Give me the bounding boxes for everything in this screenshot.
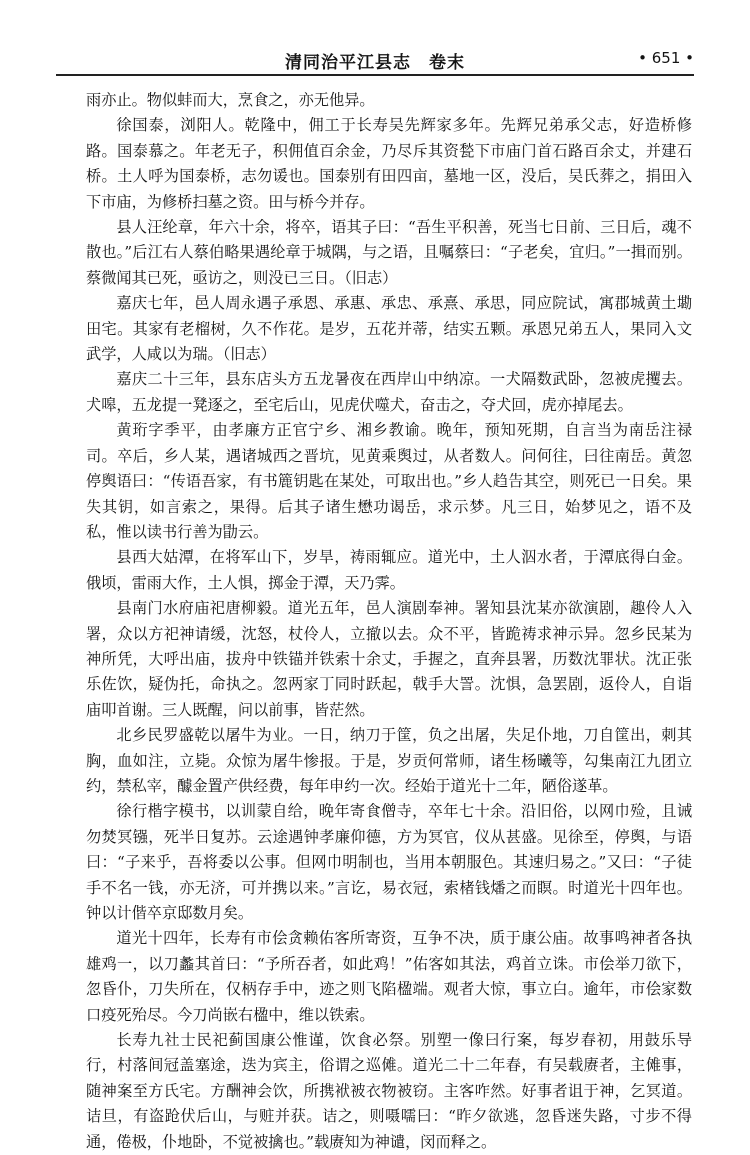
paragraph: 徐国泰，浏阳人。乾隆中，佣工于长寿吴先辉家多年。先辉兄弟承父志，好造桥修路。国泰慕之。年老无子，积佣值百余金，乃尽斥其资甃下市庙门首石路百余丈，并建石桥。土人呼为国泰桥，志勿谖也。国泰别有田四亩，墓地一区，没后，吴氏葬之，捐田入下市庙，为修桥扫墓之资。田与桥今并存。 (86, 116, 692, 211)
paragraph: 县西大姑潭，在将军山下，岁旱，祷雨辄应。道光中，土人泅水者，于潭底得白金。俄顷，雷雨大作，土人惧，掷金于潭，天乃霁。 (86, 548, 692, 592)
paragraph: 长寿九社士民祀蓟国康公惟谨，饮食必祭。别塑一像曰行案，每岁春初，用鼓乐导行，村落间冠盖塞途，迭为宾主，俗谓之巡傩。道光二十二年春，有吴载赓者，主傩事，随神案至方氏宅。方酬神会饮，所携袱被衣物被窃。主客咋然。好事者诅于神，乞冥道。诘旦，有盗跄伏后山，与赃并获。诘之，则嗫嚅曰：“昨夕欲逃，忽昏迷失路，寸步不得通，倦极，仆地卧，不觉被擒也。”载赓知为神谴，闵而释之。 (86, 1031, 692, 1151)
paragraph: 县人汪纶章，年六十余，将卒，语其子曰：“吾生平积善，死当七日前、三日后，魂不散也。”后江右人蔡伯略果遇纶章于城隅，与之语，且嘱蔡曰：“子老矣，宜归。”一揖而别。蔡微闻其已死，亟访之，则没已三日。（旧志） (86, 218, 692, 287)
paragraph: 黄珩字季平，由孝廉方正官宁乡、湘乡教谕。晚年，预知死期，自言当为南岳注禄司。卒后，乡人某，遇诸城西之晋坑，见黄乘舆过，从者数人。问何往，曰往南岳。黄忽停舆语曰：“传语吾家，有书簏钥匙在某处，可取出也。”乡人趋告其空，则死已一日矣。果失其钥，如言索之，果得。后其子诸生懋功谒岳，求示梦。凡三日，始梦见之，语不及私，惟以读书行善为勖云。 (86, 421, 692, 541)
running-title: 清同治平江县志 卷末 (285, 53, 465, 73)
paragraph: 徐行楷字模书，以训蒙自给，晚年寄食僧寺，卒年七十余。沿旧俗，以网巾殓，且诫勿焚冥镪，死半日复苏。云途遇钟孝廉仰德，方为冥官，仪从甚盛。见徐至，停舆，与语曰：“子来乎，吾将委以公事。但网巾明制也，当用本朝服色。其速归易之。”又曰：“子徒手不名一钱，亦无济，可并携以来。”言讫，易衣冠，索楮钱燔之而瞑。时道光十四年也。钟以计偕卒京邸数月矣。 (86, 802, 692, 922)
paragraph: 雨亦止。物似蚌而大，烹食之，亦无他异。 (86, 91, 375, 109)
page-number: • 651 • (638, 49, 694, 67)
paragraph: 北乡民罗盛乾以屠牛为业。一日，纳刀于筐，负之出屠，失足仆地，刀自筐出，刺其胸，血如注，立毙。众惊为屠牛惨报。于是，岁贡何常师，诸生杨曦等，勾集南江九团立约，禁私宰，醵金置产供经费，每年申约一次。经始于道光十二年，陋俗遂革。 (86, 726, 692, 795)
paragraph: 嘉庆二十三年，县东店头方五龙暑夜在西岸山中纳凉。一犬隔数武卧，忽被虎攫去。犬嗥，五龙提一凳逐之，至宅后山，见虎伏噬犬，奋击之，夺犬回，虎亦掉尾去。 (86, 370, 692, 414)
paragraph: 道光十四年，长寿有市侩贪赖佑客所寄资，互争不决，质于康公庙。故事鸣神者各执雄鸡一，以刀蠡其首曰：“予所吞者，如此鸡！”佑客如其法，鸡首立诛。市侩举刀欲下，忽昏仆，刀失所在，仅柄存手中，迹之则飞陷楹端。观者大惊，事立白。逾年，市侩家数口疫死殆尽。今刀尚嵌右楹中，维以铁索。 (86, 929, 692, 1024)
paragraph: 县南门水府庙祀唐柳毅。道光五年，邑人演剧奉神。署知县沈某亦欲演剧，趣伶人入署，众以方祀神请缓，沈怒，杖伶人，立撤以去。众不平，皆跪祷求神示异。忽乡民某为神所凭，大呼出庙，拔舟中铁锚并铁索十余丈，手握之，直奔县署，历数沈罪状。沈正张乐佐饮，疑伪托，命执之。忽两家丁同时跃起，戟手大詈。沈惧，急罢剧，返伶人，自诣庙叩首谢。三人既醒，问以前事，皆茫然。 (86, 599, 692, 719)
body-text (86, 88, 692, 1155)
paragraph: 嘉庆七年，邑人周永遇子承恩、承惠、承忠、承熹、承思，同应院试，寓郡城黄土墈田宅。其家有老榴树，久不作花。是岁，五花并蒂，结实五颗。承恩兄弟五人，果同入文武学，人咸以为瑞。（旧志） (86, 294, 692, 364)
page-header (56, 44, 694, 76)
